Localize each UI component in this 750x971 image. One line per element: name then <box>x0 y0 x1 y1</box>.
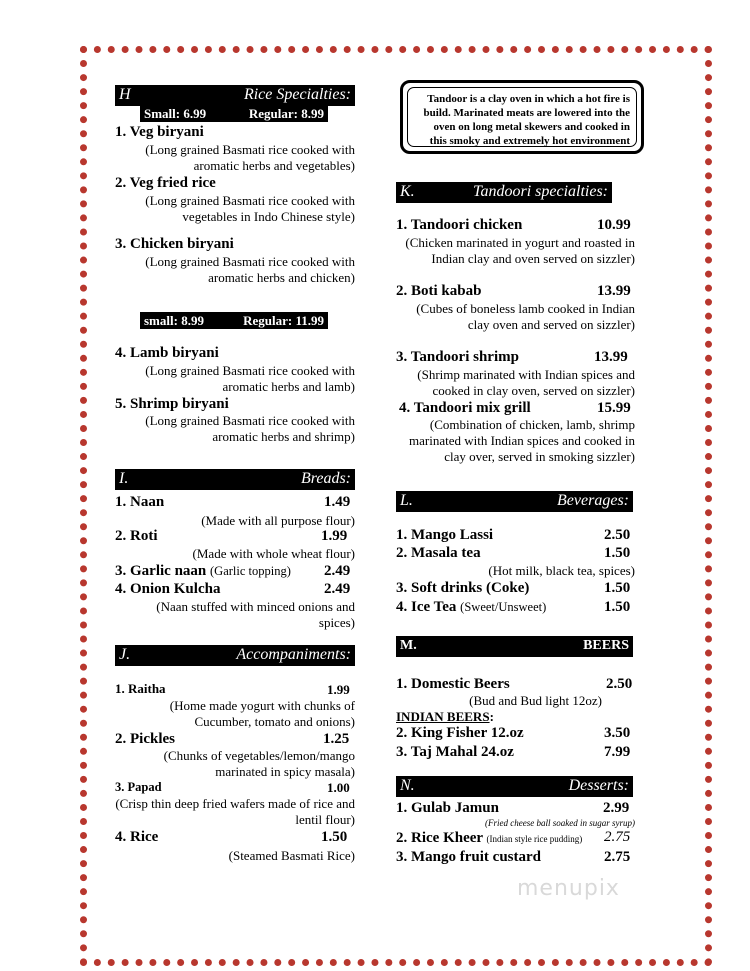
item-description: (Long grained Basmati rice cooked with aromatic herbs and vegetables) <box>145 142 355 173</box>
accompaniments-title: Accompaniments: <box>236 646 351 663</box>
item-description: (Long grained Basmati rice cooked with vegetables in Indo Chinese style) <box>145 193 355 224</box>
menu-item-raitha: 1. Raitha <box>115 681 166 696</box>
menu-item-lamb-biryani: 4. Lamb biryani <box>115 345 219 361</box>
beers-title: BEERS <box>583 638 629 653</box>
rice-header <box>115 85 355 106</box>
menu-item-garlic-naan <box>115 563 291 580</box>
menu-item-tandoori-chicken: 1. Tandoori chicken <box>396 217 523 233</box>
menu-item-veg-fried-rice: 2. Veg fried rice <box>115 175 216 191</box>
menu-item-rice-kheer <box>396 830 582 847</box>
item-price: 1.49 <box>324 494 351 510</box>
item-description: (Naan stuffed with minced onions and spices) <box>156 599 355 630</box>
menu-item-soft-drinks: 3. Soft drinks (Coke) <box>396 580 530 596</box>
item-description: (Cubes of boneless lamb cooked in Indian clay oven and served on sizzler) <box>416 301 635 332</box>
rice-letter: H <box>119 86 131 103</box>
tandoor-info-text: Tandoor is a clay oven in which a hot fire is build. Marinated meats are lowered into the oven on long metal skewers and cooked in this smoky and extremely hot environment <box>407 87 637 147</box>
menu-item-boti-kabab: 2. Boti kabab <box>396 283 482 299</box>
item-price: 13.99 <box>597 283 631 299</box>
menu-item-papad: 3. Papad <box>115 780 162 794</box>
item-price: 13.99 <box>594 349 628 365</box>
item-description: (Made with all purpose flour) <box>201 513 355 528</box>
menu-item-roti: 2. Roti <box>115 528 158 544</box>
menu-item-king-fisher: 2. King Fisher 12.oz <box>396 725 524 741</box>
item-name: 2. Rice Kheer <box>396 830 483 846</box>
beverages-title: Beverages: <box>557 492 629 509</box>
item-price: 1.50 <box>604 599 631 615</box>
item-price: 15.99 <box>597 400 631 416</box>
breads-title: Breads: <box>300 470 351 487</box>
menu-item-shrimp-biryani: 5. Shrimp biryani <box>115 396 229 412</box>
item-price: 2.75 <box>604 829 631 845</box>
desserts-letter: N. <box>400 777 415 794</box>
item-price: 2.75 <box>604 849 631 865</box>
breads-letter: I. <box>119 470 129 487</box>
item-price: 1.99 <box>327 682 350 697</box>
indian-beers-label: INDIAN BEERS <box>396 709 490 724</box>
beverages-header <box>396 491 633 512</box>
beers-header <box>396 636 633 657</box>
menupix-watermark: menupix <box>517 876 620 901</box>
item-description: (Combination of chicken, lamb, shrimp marinated with Indian spices and cooked in clay over, served in smoking sizzler) <box>409 417 635 464</box>
item-price: 10.99 <box>597 217 631 233</box>
item-description: (Shrimp marinated with Indian spices and cooked in clay oven, served on sizzler) <box>417 367 635 398</box>
menu-item-veg-biryani: 1. Veg biryani <box>115 124 204 140</box>
tandoori-letter: K. <box>400 183 415 200</box>
beverages-letter: L. <box>400 492 413 509</box>
item-price: 1.99 <box>321 528 348 544</box>
item-note: (Sweet/Unsweet) <box>460 600 547 614</box>
rice-regular-price: Regular: 11.99 <box>243 313 324 328</box>
item-description: (Chicken marinated in yogurt and roasted in Indian clay and oven served on sizzler) <box>405 235 635 266</box>
item-description: (Long grained Basmati rice cooked with aromatic herbs and shrimp) <box>145 413 355 444</box>
item-note: (Garlic topping) <box>210 564 291 578</box>
rice-regular-price: Regular: 8.99 <box>248 106 324 121</box>
menu-item-mango-lassi: 1. Mango Lassi <box>396 527 494 543</box>
item-price: 2.49 <box>324 563 351 579</box>
item-price: 1.25 <box>323 731 350 747</box>
item-description: (Long grained Basmati rice cooked with aromatic herbs and lamb) <box>145 363 355 394</box>
tandoor-info-box <box>400 80 644 154</box>
menu-item-onion-kulcha: 4. Onion Kulcha <box>115 581 221 597</box>
item-description: (Fried cheese ball soaked in sugar syrup) <box>485 818 635 828</box>
accompaniments-header <box>115 645 355 666</box>
rice-small-price: small: 8.99 <box>144 313 204 328</box>
tandoori-header <box>396 182 612 203</box>
menu-item-domestic-beers: 1. Domestic Beers <box>396 676 510 692</box>
item-price: 1.00 <box>327 780 350 795</box>
rice-small-price: Small: 6.99 <box>144 106 207 121</box>
indian-beers-colon: : <box>489 709 494 724</box>
item-price: 7.99 <box>604 744 631 760</box>
menu-item-rice: 4. Rice <box>115 829 159 845</box>
menu-item-ice-tea <box>396 599 546 616</box>
item-description: (Hot milk, black tea, spices) <box>488 563 635 578</box>
item-price: 2.50 <box>604 527 631 543</box>
rice-title: Rice Specialties: <box>243 86 351 103</box>
item-price: 1.50 <box>604 545 631 561</box>
item-description: (Crisp thin deep fried wafers made of rice and lentil flour) <box>115 796 355 827</box>
item-price: 2.49 <box>324 581 351 597</box>
item-description: (Home made yogurt with chunks of Cucumber, tomato and onions) <box>169 698 355 729</box>
menu-item-taj-mahal: 3. Taj Mahal 24.oz <box>396 744 514 760</box>
menu-item-chicken-biryani: 3. Chicken biryani <box>115 236 234 252</box>
item-price: 3.50 <box>604 725 631 741</box>
menu-item-naan: 1. Naan <box>115 494 165 510</box>
rice-price-bar-2 <box>140 312 328 329</box>
breads-header <box>115 469 355 490</box>
item-name: 4. Ice Tea <box>396 599 457 615</box>
menu-item-pickles: 2. Pickles <box>115 731 175 747</box>
desserts-header <box>396 776 633 797</box>
item-name: 3. Garlic naan <box>115 563 207 579</box>
accompaniments-letter: J. <box>119 646 131 663</box>
indian-beers-heading <box>396 709 494 725</box>
rice-price-bar-1 <box>140 105 328 122</box>
beers-letter: M. <box>400 638 417 653</box>
menu-item-tandoori-mix-grill: 4. Tandoori mix grill <box>399 400 531 416</box>
menu-item-mango-fruit-custard: 3. Mango fruit custard <box>396 849 541 865</box>
item-price: 1.50 <box>321 829 348 845</box>
item-price: 2.99 <box>603 800 630 816</box>
item-description: (Steamed Basmati Rice) <box>228 848 355 863</box>
menu-item-gulab-jamun: 1. Gulab Jamun <box>396 800 499 816</box>
item-price: 2.50 <box>606 676 633 692</box>
item-description: (Chunks of vegetables/lemon/mango marinated in spicy masala) <box>163 748 355 779</box>
item-note: (Indian style rice pudding) <box>486 834 583 844</box>
desserts-title: Desserts: <box>568 777 629 794</box>
item-description: (Made with whole wheat flour) <box>192 546 355 561</box>
tandoori-title: Tandoori specialties: <box>473 183 608 200</box>
item-description: (Long grained Basmati rice cooked with aromatic herbs and chicken) <box>145 254 355 285</box>
menu-item-tandoori-shrimp: 3. Tandoori shrimp <box>396 349 519 365</box>
menu-item-masala-tea: 2. Masala tea <box>396 545 481 561</box>
item-description: (Bud and Bud light 12oz) <box>469 693 602 708</box>
item-price: 1.50 <box>604 580 631 596</box>
